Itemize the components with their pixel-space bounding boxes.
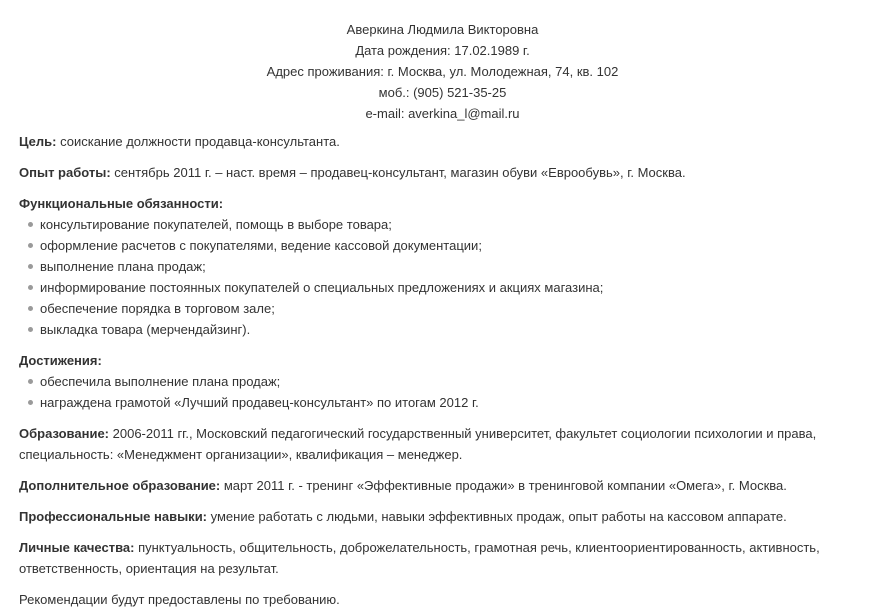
bullet-icon xyxy=(28,222,33,227)
recommendations-text: Рекомендации будут предоставлены по требованию. xyxy=(19,592,340,607)
skills-label: Профессиональные навыки: xyxy=(19,509,208,524)
duties-list xyxy=(19,214,885,340)
birth-date: Дата рождения: 17.02.1989 г. xyxy=(355,43,530,58)
email: e-mail: averkina_l@mail.ru xyxy=(365,106,520,121)
education-label: Образование: xyxy=(19,426,110,441)
duties-section xyxy=(19,193,885,340)
phone: моб.: (905) 521-35-25 xyxy=(378,85,507,100)
list-item: обеспечила выполнение плана продаж; xyxy=(32,371,885,392)
education-section xyxy=(19,423,885,465)
skills-section xyxy=(19,506,885,527)
list-item: информирование постоянных покупателей о специальных предложениях и акциях магазина; xyxy=(32,277,885,298)
experience-label: Опыт работы: xyxy=(19,165,111,180)
goal-section xyxy=(19,131,885,152)
goal-label: Цель: xyxy=(19,134,57,149)
education-text: 2006-2011 гг., Московский педагогический государственный университет, факультет социологии психологии и права, специальность: «Менеджмент организации», квалификация – менеджер. xyxy=(19,426,817,462)
duties-title: Функциональные обязанности: xyxy=(19,196,224,211)
list-item: награждена грамотой «Лучший продавец-консультант» по итогам 2012 г. xyxy=(32,392,885,413)
goal-text: соискание должности продавца-консультанта. xyxy=(56,134,340,149)
list-item: оформление расчетов с покупателями, ведение кассовой документации; xyxy=(32,235,885,256)
applicant-name: Аверкина Людмила Викторовна xyxy=(346,22,539,37)
achievements-section xyxy=(19,350,885,413)
bullet-icon xyxy=(28,243,33,248)
bullet-icon xyxy=(28,327,33,332)
list-item: консультирование покупателей, помощь в выборе товара; xyxy=(32,214,885,235)
list-item: обеспечение порядка в торговом зале; xyxy=(32,298,885,319)
bullet-icon xyxy=(28,264,33,269)
additional-education-text: март 2011 г. - тренинг «Эффективные продажи» в тренинговой компании «Омега», г. Москва. xyxy=(220,478,787,493)
list-item: выполнение плана продаж; xyxy=(32,256,885,277)
bullet-icon xyxy=(28,379,33,384)
list-item: выкладка товара (мерчендайзинг). xyxy=(32,319,885,340)
qualities-text: пунктуальность, общительность, доброжелательность, грамотная речь, клиентоориентированность, активность, ответственность, ориентация на результат. xyxy=(19,540,820,576)
bullet-icon xyxy=(28,306,33,311)
experience-section xyxy=(19,162,885,183)
qualities-label: Личные качества: xyxy=(19,540,135,555)
additional-education-label: Дополнительное образование: xyxy=(19,478,221,493)
skills-text: умение работать с людьми, навыки эффективных продаж, опыт работы на кассовом аппарате. xyxy=(207,509,787,524)
qualities-section xyxy=(19,537,885,579)
experience-text: сентябрь 2011 г. – наст. время – продавец-консультант, магазин обуви «Еврообувь», г. Москва. xyxy=(110,165,686,180)
bullet-icon xyxy=(28,285,33,290)
achievements-title: Достижения: xyxy=(19,353,102,368)
resume-header xyxy=(0,19,885,124)
bullet-icon xyxy=(28,400,33,405)
additional-education-section xyxy=(19,475,885,496)
address: Адрес проживания: г. Москва, ул. Молодежная, 74, кв. 102 xyxy=(266,64,619,79)
achievements-list xyxy=(19,371,885,413)
